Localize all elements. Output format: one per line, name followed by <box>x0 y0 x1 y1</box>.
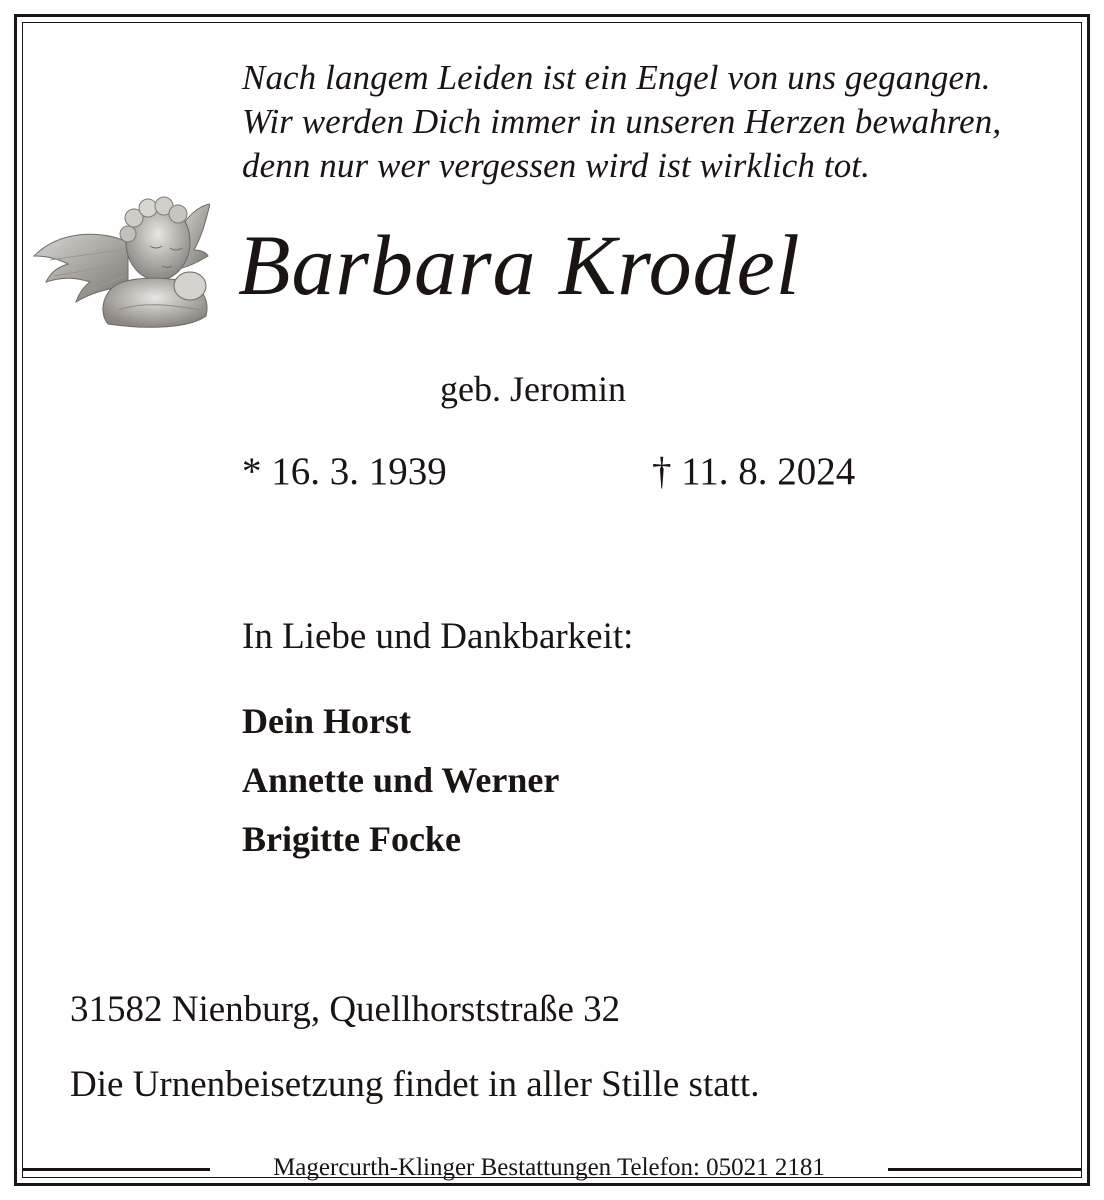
footer-divider <box>22 1168 210 1171</box>
motto-line: Wir werden Dich immer in unseren Herzen bewahren, <box>242 102 1002 141</box>
footer-divider <box>888 1168 1082 1171</box>
mourners-list <box>242 692 559 869</box>
death-date: † 11. 8. 2024 <box>652 450 856 493</box>
motto-line: denn nur wer vergessen wird ist wirklich tot. <box>242 146 870 185</box>
angel-icon <box>30 190 210 335</box>
address: 31582 Nienburg, Quellhorststraße 32 <box>70 989 621 1030</box>
birth-date: * 16. 3. 1939 <box>242 450 447 493</box>
burial-note: Die Urnenbeisetzung findet in aller Stille statt. <box>70 1064 760 1105</box>
memorial-motto <box>242 56 1001 188</box>
mourner-name: Brigitte Focke <box>242 819 461 859</box>
mourner-name: Dein Horst <box>242 701 411 741</box>
motto-line: Nach langem Leiden ist ein Engel von uns gegangen. <box>242 58 991 97</box>
funeral-home-footer: Magercurth-Klinger Bestattungen Telefon: 05021 2181 <box>273 1154 825 1181</box>
thanks-line: In Liebe und Dankbarkeit: <box>242 616 634 657</box>
mourner-name: Annette und Werner <box>242 760 560 800</box>
deceased-name: Barbara Krodel <box>238 217 801 313</box>
maiden-name: geb. Jeromin <box>440 369 626 409</box>
